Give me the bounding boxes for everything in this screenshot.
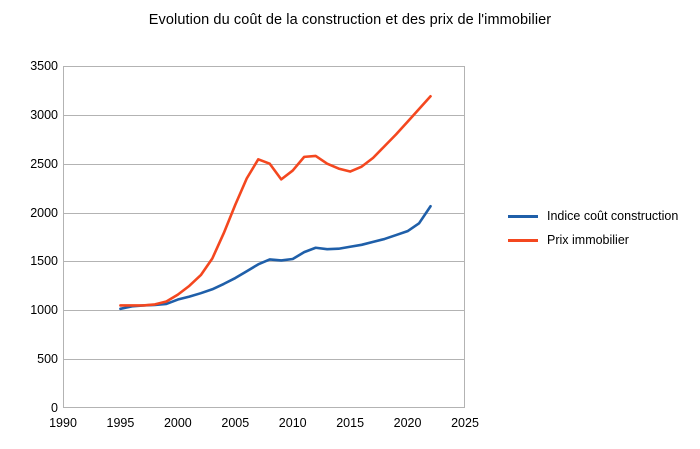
legend-item-1 (508, 229, 698, 251)
y-axis-tick-labels (6, 59, 58, 415)
chart-legend (508, 205, 698, 253)
x-tick-2025: 2025 (451, 416, 479, 430)
legend-label-1: Prix immobilier (547, 233, 629, 247)
legend-label-0: Indice coût construction (547, 209, 679, 223)
x-tick-2000: 2000 (163, 416, 192, 430)
plot-frame (64, 67, 465, 408)
x-tick-2010: 2010 (278, 416, 307, 430)
chart-title: Evolution du coût de la construction et des prix de l'immobilier (148, 12, 552, 28)
y-tick-3500: 3500 (30, 59, 58, 73)
x-tick-1990: 1990 (49, 416, 77, 430)
x-tick-2015: 2015 (336, 416, 365, 430)
y-tick-2000: 2000 (30, 205, 58, 220)
y-tick-0: 0 (51, 401, 58, 415)
legend-item-0 (508, 205, 698, 227)
x-tick-2005: 2005 (221, 416, 250, 430)
y-tick-3000: 3000 (30, 107, 58, 122)
x-tick-1995: 1995 (106, 416, 135, 430)
y-tick-1500: 1500 (30, 254, 58, 269)
plot-area (63, 66, 465, 408)
chart-svg (63, 66, 465, 408)
legend-swatch-1 (508, 239, 538, 242)
y-tick-500: 500 (37, 352, 58, 367)
x-axis-tick-labels (49, 412, 479, 432)
legend-swatch-0 (508, 215, 538, 218)
x-tick-2020: 2020 (393, 416, 422, 430)
y-tick-2500: 2500 (30, 156, 58, 171)
y-tick-1000: 1000 (30, 303, 58, 318)
